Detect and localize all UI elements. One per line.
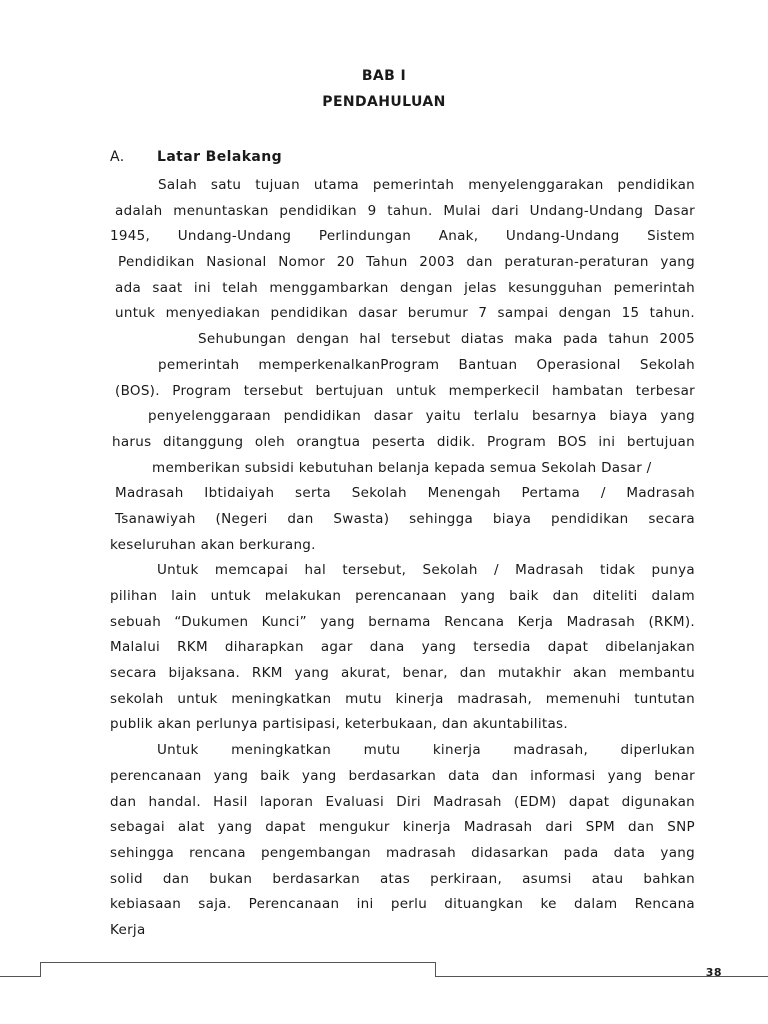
body-text <box>110 173 695 944</box>
text-line: kebiasaan saja. Perencanaan ini perlu dituangkan ke dalam Rencana <box>110 896 695 913</box>
text-line: Madrasah Ibtidaiyah serta Sekolah Menengah Pertama / Madrasah <box>115 485 695 502</box>
text-line: dan handal. Hasil laporan Evaluasi Diri Madrasah (EDM) dapat digunakan <box>110 793 695 810</box>
text-line: keseluruhan akan berkurang. <box>110 536 316 553</box>
text-line: sekolah untuk meningkatkan mutu kinerja madrasah, memenuhi tuntutan <box>110 690 695 707</box>
section-title: Latar Belakang <box>157 149 283 165</box>
text-line: Salah satu tujuan utama pemerintah menyelenggarakan pendidikan <box>158 177 695 193</box>
text-line: Kerja <box>110 921 146 938</box>
text-line: Pendidikan Nasional Nomor 20 Tahun 2003 dan peraturan-peraturan yang <box>118 254 695 271</box>
text-line: untuk menyediakan pendidikan dasar berumur 7 sampai dengan 15 tahun. <box>115 305 695 322</box>
text-line: adalah menuntaskan pendidikan 9 tahun. Mulai dari Undang-Undang Dasar <box>115 202 695 219</box>
text-line: sehingga rencana pengembangan madrasah didasarkan pada data yang <box>110 844 695 861</box>
text-line: Malalui RKM diharapkan agar dana yang tersedia dapat dibelanjakan <box>110 639 695 656</box>
text-line: Untuk memcapai hal tersebut, Sekolah / Madrasah tidak punya <box>157 562 695 579</box>
chapter-title: PENDAHULUAN <box>322 94 446 110</box>
text-line: harus ditanggung oleh orangtua peserta didik. Program BOS ini bertujuan <box>112 433 695 450</box>
text-line: solid dan bukan berdasarkan atas perkiraan, asumsi atau bahkan <box>110 870 695 887</box>
text-line: Sehubungan dengan hal tersebut diatas maka pada tahun 2005 <box>198 331 695 348</box>
text-line: secara bijaksana. RKM yang akurat, benar, dan mutakhir akan membantu <box>110 665 695 682</box>
text-line: Untuk meningkatkan mutu kinerja madrasah, diperlukan <box>157 742 695 759</box>
text-line: 1945, Undang-Undang Perlindungan Anak, Undang-Undang Sistem <box>110 228 695 245</box>
text-line: pemerintah memperkenalkanProgram Bantuan Operasional Sekolah <box>158 356 695 373</box>
text-line: (BOS). Program tersebut bertujuan untuk memperkecil hambatan terbesar <box>115 382 695 399</box>
text-line: sebuah “Dukumen Kunci” yang bernama Rencana Kerja Madrasah (RKM). <box>110 613 695 630</box>
text-line: penyelenggaraan pendidikan dasar yaitu terlalu besarnya biaya yang <box>148 408 695 425</box>
section-number: A. <box>110 149 125 165</box>
text-line: Tsanawiyah (Negeri dan Swasta) sehingga biaya pendidikan secara <box>115 510 695 527</box>
text-line: perencanaan yang baik yang berdasarkan data dan informasi yang benar <box>110 767 695 784</box>
footer-box <box>40 962 436 977</box>
text-line: ada saat ini telah menggambarkan dengan jelas kesungguhan pemerintah <box>115 279 695 296</box>
page-number: 38 <box>705 966 722 979</box>
section-heading <box>110 149 282 165</box>
chapter-label: BAB I <box>361 68 407 84</box>
text-line: publik akan perlunya partisipasi, keterbukaan, dan akuntabilitas. <box>110 716 568 733</box>
text-line: sebagai alat yang dapat mengukur kinerja Madrasah dari SPM dan SNP <box>110 819 695 836</box>
text-line: pilihan lain untuk melakukan perencanaan yang baik dan diteliti dalam <box>110 588 695 604</box>
text-line: memberikan subsidi kebutuhan belanja kepada semua Sekolah Dasar / <box>152 459 652 476</box>
